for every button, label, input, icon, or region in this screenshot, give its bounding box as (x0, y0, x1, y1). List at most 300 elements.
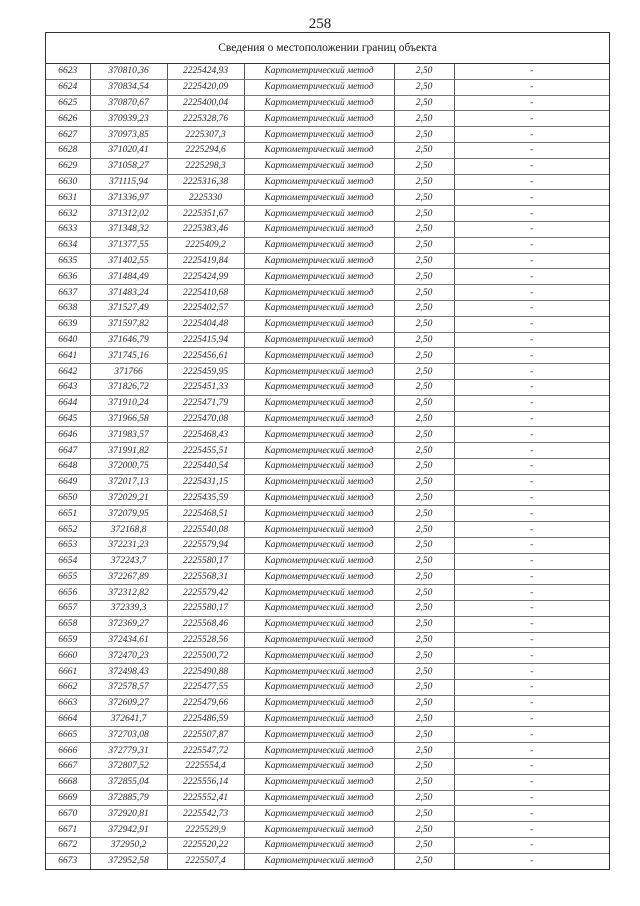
description-cell: - (454, 601, 609, 617)
y-coordinate-cell: 2225477,55 (167, 680, 244, 696)
point-number-cell: 6639 (46, 316, 90, 332)
description-cell: - (454, 490, 609, 506)
point-number-cell: 6647 (46, 443, 90, 459)
method-cell: Картометрический метод (244, 664, 394, 680)
description-cell: - (454, 190, 609, 206)
precision-cell: 2,50 (394, 553, 454, 569)
point-number-cell: 6653 (46, 537, 90, 553)
page-number: 258 (308, 16, 332, 32)
y-coordinate-cell: 2225455,51 (167, 443, 244, 459)
table-row (46, 790, 609, 806)
y-coordinate-cell: 2225402,57 (167, 300, 244, 316)
x-coordinate-cell: 372952,58 (90, 853, 167, 868)
table-row (46, 458, 609, 474)
point-number-cell: 6646 (46, 427, 90, 443)
table-row (46, 616, 609, 632)
precision-cell: 2,50 (394, 174, 454, 190)
x-coordinate-cell: 372950,2 (90, 838, 167, 854)
x-coordinate-cell: 372807,52 (90, 759, 167, 775)
table-row (46, 395, 609, 411)
precision-cell: 2,50 (394, 853, 454, 868)
method-cell: Картометрический метод (244, 474, 394, 490)
point-number-cell: 6669 (46, 790, 90, 806)
table-row (46, 127, 609, 143)
x-coordinate-cell: 371597,82 (90, 316, 167, 332)
precision-cell: 2,50 (394, 427, 454, 443)
method-cell: Картометрический метод (244, 237, 394, 253)
method-cell: Картометрический метод (244, 269, 394, 285)
point-number-cell: 6655 (46, 569, 90, 585)
y-coordinate-cell: 2225547,72 (167, 743, 244, 759)
description-cell: - (454, 822, 609, 838)
method-cell: Картометрический метод (244, 443, 394, 459)
precision-cell: 2,50 (394, 269, 454, 285)
x-coordinate-cell: 372000,75 (90, 458, 167, 474)
description-cell: - (454, 695, 609, 711)
description-cell: - (454, 364, 609, 380)
precision-cell: 2,50 (394, 221, 454, 237)
point-number-cell: 6642 (46, 364, 90, 380)
point-number-cell: 6657 (46, 601, 90, 617)
precision-cell: 2,50 (394, 127, 454, 143)
x-coordinate-cell: 371484,49 (90, 269, 167, 285)
precision-cell: 2,50 (394, 664, 454, 680)
point-number-cell: 6636 (46, 269, 90, 285)
point-number-cell: 6626 (46, 111, 90, 127)
x-coordinate-cell: 371020,41 (90, 142, 167, 158)
method-cell: Картометрический метод (244, 174, 394, 190)
x-coordinate-cell: 372942,91 (90, 822, 167, 838)
point-number-cell: 6643 (46, 379, 90, 395)
method-cell: Картометрический метод (244, 601, 394, 617)
method-cell: Картометрический метод (244, 632, 394, 648)
precision-cell: 2,50 (394, 838, 454, 854)
method-cell: Картометрический метод (244, 364, 394, 380)
boundary-table-sheet (45, 32, 610, 870)
precision-cell: 2,50 (394, 648, 454, 664)
x-coordinate-cell: 371646,79 (90, 332, 167, 348)
point-number-cell: 6629 (46, 158, 90, 174)
table-row (46, 774, 609, 790)
table-row (46, 443, 609, 459)
x-coordinate-cell: 371483,24 (90, 285, 167, 301)
point-number-cell: 6637 (46, 285, 90, 301)
method-cell: Картометрический метод (244, 711, 394, 727)
precision-cell: 2,50 (394, 364, 454, 380)
point-number-cell: 6667 (46, 759, 90, 775)
y-coordinate-cell: 2225410,68 (167, 285, 244, 301)
point-number-cell: 6670 (46, 806, 90, 822)
point-number-cell: 6644 (46, 395, 90, 411)
description-cell: - (454, 253, 609, 269)
description-cell: - (454, 553, 609, 569)
y-coordinate-cell: 2225529,9 (167, 822, 244, 838)
method-cell: Картометрический метод (244, 221, 394, 237)
y-coordinate-cell: 2225298,3 (167, 158, 244, 174)
method-cell: Картометрический метод (244, 759, 394, 775)
y-coordinate-cell: 2225431,15 (167, 474, 244, 490)
y-coordinate-cell: 2225316,38 (167, 174, 244, 190)
x-coordinate-cell: 371312,02 (90, 206, 167, 222)
method-cell: Картометрический метод (244, 316, 394, 332)
precision-cell: 2,50 (394, 64, 454, 79)
x-coordinate-cell: 372470,23 (90, 648, 167, 664)
description-cell: - (530, 856, 534, 867)
y-coordinate-cell: 2225468,43 (167, 427, 244, 443)
x-coordinate-cell: 370870,67 (90, 95, 167, 111)
table-row (46, 174, 609, 190)
precision-cell: 2,50 (394, 822, 454, 838)
method-cell: Картометрический метод (244, 332, 394, 348)
description-cell: - (454, 474, 609, 490)
precision-cell: 2,50 (394, 206, 454, 222)
description-cell: - (454, 680, 609, 696)
x-coordinate-cell: 370834,54 (90, 79, 167, 95)
x-coordinate-cell: 372609,27 (90, 695, 167, 711)
precision-cell: 2,50 (394, 253, 454, 269)
table-row (46, 806, 609, 822)
y-coordinate-cell: 2225556,14 (167, 774, 244, 790)
y-coordinate-cell: 2225507,4 (167, 853, 244, 868)
table-row (46, 632, 609, 648)
x-coordinate-cell: 371745,16 (90, 348, 167, 364)
description-cell: - (454, 774, 609, 790)
method-cell: Картометрический метод (244, 253, 394, 269)
method-cell: Картометрический метод (244, 569, 394, 585)
table-row (46, 95, 609, 111)
y-coordinate-cell: 2225424,99 (167, 269, 244, 285)
description-cell: - (454, 664, 609, 680)
precision-cell: 2,50 (394, 490, 454, 506)
y-coordinate-cell: 2225468,51 (167, 506, 244, 522)
table-row (46, 711, 609, 727)
x-coordinate-cell: 372369,27 (90, 616, 167, 632)
table-row (46, 158, 609, 174)
y-coordinate-cell: 2225568,31 (167, 569, 244, 585)
x-coordinate-cell: 372243,7 (90, 553, 167, 569)
description-cell: - (454, 348, 609, 364)
x-coordinate-cell: 372641,7 (90, 711, 167, 727)
description-cell: - (454, 64, 609, 79)
x-coordinate-cell: 370939,23 (90, 111, 167, 127)
point-number-cell: 6659 (46, 632, 90, 648)
x-coordinate-cell: 371826,72 (90, 379, 167, 395)
precision-cell: 2,50 (394, 111, 454, 127)
description-cell: - (454, 127, 609, 143)
x-coordinate-cell: 372578,57 (90, 680, 167, 696)
description-cell: - (454, 632, 609, 648)
method-cell: Картометрический метод (244, 206, 394, 222)
y-coordinate-cell: 2225479,66 (167, 695, 244, 711)
description-cell: - (454, 300, 609, 316)
method-cell: Картометрический метод (244, 395, 394, 411)
y-coordinate-cell: 2225554,4 (167, 759, 244, 775)
method-cell: Картометрический метод (244, 553, 394, 569)
method-cell: Картометрический метод (244, 616, 394, 632)
y-coordinate-cell: 2225470,08 (167, 411, 244, 427)
precision-cell: 2,50 (394, 300, 454, 316)
method-cell: Картометрический метод (244, 427, 394, 443)
table-title: Сведения о местоположении границ объекта (46, 33, 609, 64)
table-row (46, 680, 609, 696)
table-row (46, 490, 609, 506)
x-coordinate-cell: 372312,82 (90, 585, 167, 601)
table-row (46, 569, 609, 585)
point-number-cell: 6654 (46, 553, 90, 569)
y-coordinate-cell: 2225520,22 (167, 838, 244, 854)
table-row (46, 743, 609, 759)
description-cell: - (454, 158, 609, 174)
method-cell: Картометрический метод (244, 285, 394, 301)
x-coordinate-cell: 372079,95 (90, 506, 167, 522)
description-cell: - (454, 585, 609, 601)
precision-cell: 2,50 (394, 79, 454, 95)
precision-cell: 2,50 (394, 316, 454, 332)
precision-cell: 2,50 (394, 774, 454, 790)
x-coordinate-cell: 371910,24 (90, 395, 167, 411)
method-cell: Картометрический метод (244, 838, 394, 854)
precision-cell: 2,50 (394, 537, 454, 553)
point-number-cell: 6625 (46, 95, 90, 111)
coordinates-table (46, 64, 609, 869)
x-coordinate-cell: 372017,13 (90, 474, 167, 490)
y-coordinate-cell: 2225540,08 (167, 522, 244, 538)
table-row (46, 522, 609, 538)
method-cell: Картометрический метод (244, 806, 394, 822)
description-cell: - (454, 221, 609, 237)
x-coordinate-cell: 371983,57 (90, 427, 167, 443)
table-row (46, 537, 609, 553)
x-coordinate-cell: 371527,49 (90, 300, 167, 316)
x-coordinate-cell: 372434,61 (90, 632, 167, 648)
y-coordinate-cell: 2225351,67 (167, 206, 244, 222)
table-row (46, 332, 609, 348)
precision-cell: 2,50 (394, 332, 454, 348)
y-coordinate-cell: 2225486,59 (167, 711, 244, 727)
point-number-cell: 6652 (46, 522, 90, 538)
y-coordinate-cell: 2225456,61 (167, 348, 244, 364)
precision-cell: 2,50 (394, 506, 454, 522)
y-coordinate-cell: 2225420,09 (167, 79, 244, 95)
method-cell: Картометрический метод (244, 127, 394, 143)
table-row (46, 474, 609, 490)
description-cell: - (454, 506, 609, 522)
table-row (46, 79, 609, 95)
y-coordinate-cell: 2225419,84 (167, 253, 244, 269)
y-coordinate-cell: 2225580,17 (167, 553, 244, 569)
description-cell: - (454, 379, 609, 395)
y-coordinate-cell: 2225542,73 (167, 806, 244, 822)
description-cell: - (454, 316, 609, 332)
y-coordinate-cell: 2225579,42 (167, 585, 244, 601)
method-cell: Картометрический метод (244, 79, 394, 95)
method-cell: Картометрический метод (244, 537, 394, 553)
y-coordinate-cell: 2225451,33 (167, 379, 244, 395)
y-coordinate-cell: 2225294,6 (167, 142, 244, 158)
y-coordinate-cell: 2225568,46 (167, 616, 244, 632)
method-cell: Картометрический метод (244, 743, 394, 759)
precision-cell: 2,50 (394, 411, 454, 427)
y-coordinate-cell: 2225507,87 (167, 727, 244, 743)
description-cell: - (454, 727, 609, 743)
description-cell: - (454, 711, 609, 727)
table-row (46, 316, 609, 332)
method-cell: Картометрический метод (244, 853, 394, 868)
precision-cell: 2,50 (394, 443, 454, 459)
x-coordinate-cell: 371966,58 (90, 411, 167, 427)
table-row (46, 727, 609, 743)
description-cell: - (454, 537, 609, 553)
point-number-cell: 6648 (46, 458, 90, 474)
point-number-cell: 6632 (46, 206, 90, 222)
description-cell: - (454, 395, 609, 411)
table-row (46, 300, 609, 316)
method-cell: Картометрический метод (244, 142, 394, 158)
coordinates-table-body (46, 64, 609, 869)
description-cell: - (454, 838, 609, 854)
table-row (46, 253, 609, 269)
table-row (46, 111, 609, 127)
description-cell: - (454, 743, 609, 759)
description-cell: - (454, 206, 609, 222)
precision-cell: 2,50 (394, 585, 454, 601)
table-row (46, 411, 609, 427)
precision-cell: 2,50 (394, 680, 454, 696)
table-row (46, 206, 609, 222)
method-cell: Картометрический метод (244, 490, 394, 506)
table-row (46, 664, 609, 680)
x-coordinate-cell: 372855,04 (90, 774, 167, 790)
description-cell: - (454, 458, 609, 474)
x-coordinate-cell: 372779,31 (90, 743, 167, 759)
description-cell: - (454, 95, 609, 111)
point-number-cell: 6651 (46, 506, 90, 522)
x-coordinate-cell: 372498,43 (90, 664, 167, 680)
table-row (46, 553, 609, 569)
description-cell: - (454, 174, 609, 190)
y-coordinate-cell: 2225459,95 (167, 364, 244, 380)
precision-cell: 2,50 (394, 711, 454, 727)
point-number-cell: 6650 (46, 490, 90, 506)
point-number-cell: 6627 (46, 127, 90, 143)
table-row (46, 601, 609, 617)
description-cell: - (454, 111, 609, 127)
y-coordinate-cell: 2225330 (167, 190, 244, 206)
point-number-cell: 6634 (46, 237, 90, 253)
point-number-cell: 6641 (46, 348, 90, 364)
description-cell: - (454, 569, 609, 585)
y-coordinate-cell: 2225528,56 (167, 632, 244, 648)
point-number-cell: 6649 (46, 474, 90, 490)
description-cell: - (454, 427, 609, 443)
precision-cell: 2,50 (394, 237, 454, 253)
point-number-cell: 6640 (46, 332, 90, 348)
table-row (46, 822, 609, 838)
table-row (46, 427, 609, 443)
x-coordinate-cell: 371115,94 (90, 174, 167, 190)
point-number-cell: 6630 (46, 174, 90, 190)
method-cell: Картометрический метод (244, 348, 394, 364)
point-number-cell: 6666 (46, 743, 90, 759)
precision-cell: 2,50 (394, 522, 454, 538)
y-coordinate-cell: 2225409,2 (167, 237, 244, 253)
description-cell: - (454, 806, 609, 822)
method-cell: Картометрический метод (244, 300, 394, 316)
point-number-cell: 6645 (46, 411, 90, 427)
method-cell: Картометрический метод (244, 680, 394, 696)
method-cell: Картометрический метод (244, 190, 394, 206)
method-cell: Картометрический метод (244, 790, 394, 806)
point-number-cell: 6656 (46, 585, 90, 601)
method-cell: Картометрический метод (244, 822, 394, 838)
method-cell: Картометрический метод (244, 158, 394, 174)
method-cell: Картометрический метод (244, 506, 394, 522)
y-coordinate-cell: 2225400,04 (167, 95, 244, 111)
point-number-cell: 6631 (46, 190, 90, 206)
x-coordinate-cell: 372029,21 (90, 490, 167, 506)
point-number-cell: 6635 (46, 253, 90, 269)
precision-cell: 2,50 (394, 743, 454, 759)
x-coordinate-cell: 371991,82 (90, 443, 167, 459)
precision-cell: 2,50 (394, 395, 454, 411)
description-cell: - (454, 522, 609, 538)
x-coordinate-cell: 372703,08 (90, 727, 167, 743)
description-cell: - (454, 285, 609, 301)
precision-cell: 2,50 (394, 695, 454, 711)
precision-cell: 2,50 (394, 142, 454, 158)
description-cell: - (454, 237, 609, 253)
precision-cell: 2,50 (394, 458, 454, 474)
method-cell: Картометрический метод (244, 774, 394, 790)
method-cell: Картометрический метод (244, 95, 394, 111)
method-cell: Картометрический метод (244, 727, 394, 743)
description-cell: - (454, 790, 609, 806)
method-cell: Картометрический метод (244, 648, 394, 664)
precision-cell: 2,50 (394, 285, 454, 301)
y-coordinate-cell: 2225440,54 (167, 458, 244, 474)
method-cell: Картометрический метод (244, 379, 394, 395)
y-coordinate-cell: 2225424,93 (167, 64, 244, 79)
point-number-cell: 6662 (46, 680, 90, 696)
table-row (46, 838, 609, 854)
x-coordinate-cell: 370973,85 (90, 127, 167, 143)
method-cell: Картометрический метод (244, 111, 394, 127)
point-number-cell: 6633 (46, 221, 90, 237)
table-row (46, 190, 609, 206)
table-row (46, 221, 609, 237)
method-cell: Картометрический метод (244, 522, 394, 538)
table-row (46, 237, 609, 253)
x-coordinate-cell: 372168,8 (90, 522, 167, 538)
point-number-cell: 6672 (46, 838, 90, 854)
description-cell: - (454, 142, 609, 158)
table-row (46, 64, 609, 79)
table-row (46, 695, 609, 711)
table-row (46, 759, 609, 775)
x-coordinate-cell: 372885,79 (90, 790, 167, 806)
table-row (46, 585, 609, 601)
description-cell: - (454, 648, 609, 664)
point-number-cell: 6624 (46, 79, 90, 95)
x-coordinate-cell: 372920,81 (90, 806, 167, 822)
x-coordinate-cell: 372231,23 (90, 537, 167, 553)
point-number-cell: 6664 (46, 711, 90, 727)
y-coordinate-cell: 2225580,17 (167, 601, 244, 617)
method-cell: Картометрический метод (244, 411, 394, 427)
y-coordinate-cell: 2225307,3 (167, 127, 244, 143)
precision-cell: 2,50 (394, 95, 454, 111)
table-row (46, 142, 609, 158)
